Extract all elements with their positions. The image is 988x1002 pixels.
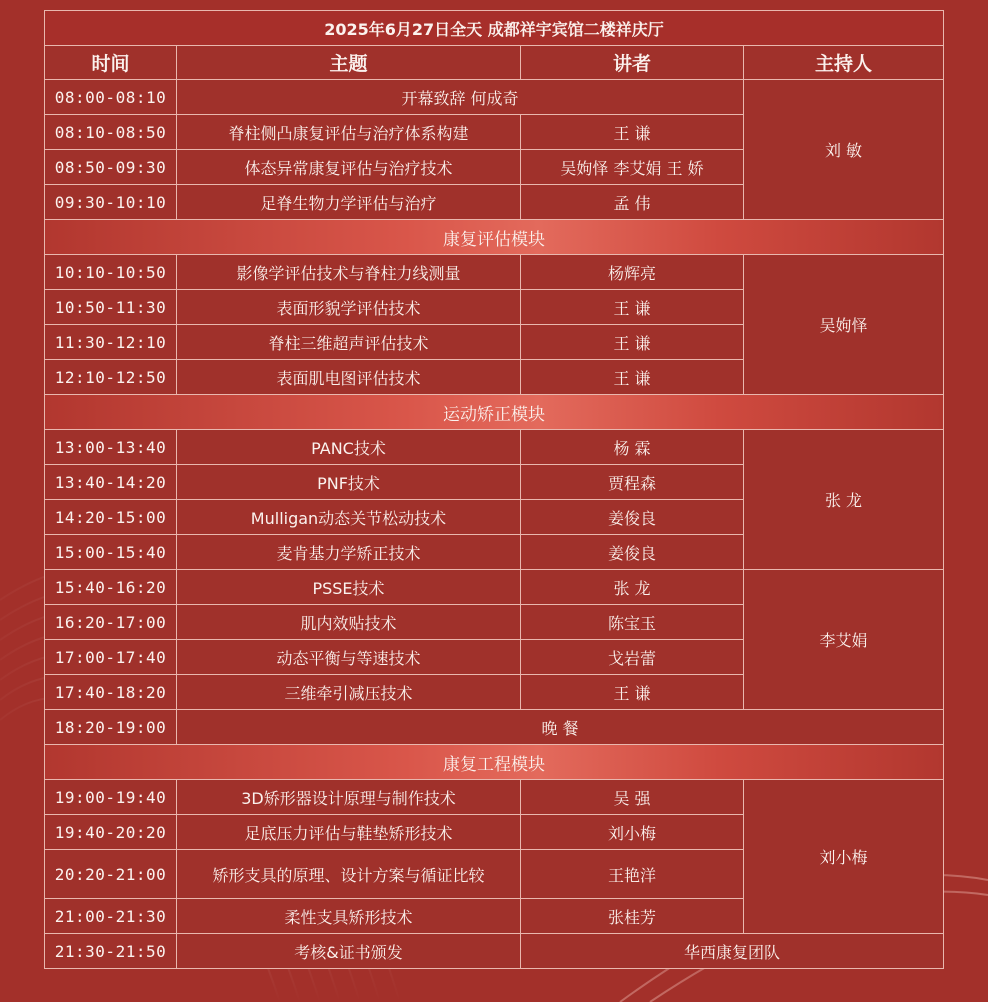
- time-cell: 10:50-11:30: [45, 290, 177, 325]
- col-header-speaker: 讲者: [521, 46, 744, 80]
- time-cell: 14:20-15:00: [45, 500, 177, 535]
- topic-cell: 三维牵引减压技术: [177, 675, 521, 710]
- time-cell: 18:20-19:00: [45, 710, 177, 745]
- time-cell: 08:10-08:50: [45, 115, 177, 150]
- topic-cell: 动态平衡与等速技术: [177, 640, 521, 675]
- module-title: 康复评估模块: [45, 220, 944, 255]
- speaker-cell: 吴 强: [521, 780, 744, 815]
- time-cell: 19:00-19:40: [45, 780, 177, 815]
- speaker-cell: 杨辉亮: [521, 255, 744, 290]
- speaker-cell: 王 谦: [521, 360, 744, 395]
- time-cell: 17:40-18:20: [45, 675, 177, 710]
- time-cell: 13:00-13:40: [45, 430, 177, 465]
- host-cell: 吴姁怿: [744, 255, 944, 395]
- time-cell: 21:30-21:50: [45, 934, 177, 969]
- table-row: [45, 80, 944, 115]
- module-title: 运动矫正模块: [45, 395, 944, 430]
- topic-cell: PANC技术: [177, 430, 521, 465]
- speaker-cell: 吴姁怿 李艾娟 王 娇: [521, 150, 744, 185]
- table-row: [45, 255, 944, 290]
- topic-cell: 开幕致辞 何成奇: [177, 80, 744, 115]
- topic-cell: 表面肌电图评估技术: [177, 360, 521, 395]
- module-row: [45, 395, 944, 430]
- title-row: [45, 11, 944, 46]
- time-cell: 20:20-21:00: [45, 850, 177, 899]
- topic-cell: PSSE技术: [177, 570, 521, 605]
- speaker-cell: 戈岩蕾: [521, 640, 744, 675]
- host-cell: 李艾娟: [744, 570, 944, 710]
- host-cell: 张 龙: [744, 430, 944, 570]
- speaker-cell: 姜俊良: [521, 500, 744, 535]
- speaker-cell: 王 谦: [521, 675, 744, 710]
- table-row: [45, 780, 944, 815]
- speaker-cell: 杨 霖: [521, 430, 744, 465]
- topic-cell: 体态异常康复评估与治疗技术: [177, 150, 521, 185]
- speaker-cell: 刘小梅: [521, 815, 744, 850]
- speaker-cell: 王 谦: [521, 115, 744, 150]
- topic-cell: 柔性支具矫形技术: [177, 899, 521, 934]
- time-cell: 09:30-10:10: [45, 185, 177, 220]
- module-row: [45, 745, 944, 780]
- event-title: 2025年6月27日全天 成都祥宇宾馆二楼祥庆厅: [45, 11, 944, 46]
- speaker-cell: 张 龙: [521, 570, 744, 605]
- topic-cell: 脊柱侧凸康复评估与治疗体系构建: [177, 115, 521, 150]
- module-title: 康复工程模块: [45, 745, 944, 780]
- table-row: [45, 570, 944, 605]
- speaker-cell: 张桂芳: [521, 899, 744, 934]
- time-cell: 08:50-09:30: [45, 150, 177, 185]
- topic-cell: 足底压力评估与鞋垫矫形技术: [177, 815, 521, 850]
- topic-cell: 足脊生物力学评估与治疗: [177, 185, 521, 220]
- time-cell: 08:00-08:10: [45, 80, 177, 115]
- topic-cell: 肌内效贴技术: [177, 605, 521, 640]
- col-header-time: 时间: [45, 46, 177, 80]
- speaker-cell: 孟 伟: [521, 185, 744, 220]
- topic-cell: 表面形貌学评估技术: [177, 290, 521, 325]
- time-cell: 11:30-12:10: [45, 325, 177, 360]
- speaker-cell: 姜俊良: [521, 535, 744, 570]
- time-cell: 17:00-17:40: [45, 640, 177, 675]
- topic-cell: 麦肯基力学矫正技术: [177, 535, 521, 570]
- topic-cell: 考核&证书颁发: [177, 934, 521, 969]
- table-row: [45, 934, 944, 969]
- table-row: [45, 710, 944, 745]
- speaker-cell: 王 谦: [521, 290, 744, 325]
- speaker-cell: 王艳洋: [521, 850, 744, 899]
- time-cell: 15:00-15:40: [45, 535, 177, 570]
- speaker-cell: 王 谦: [521, 325, 744, 360]
- topic-cell: 脊柱三维超声评估技术: [177, 325, 521, 360]
- schedule-table: [44, 10, 944, 969]
- time-cell: 15:40-16:20: [45, 570, 177, 605]
- topic-cell: 3D矫形器设计原理与制作技术: [177, 780, 521, 815]
- time-cell: 12:10-12:50: [45, 360, 177, 395]
- time-cell: 21:00-21:30: [45, 899, 177, 934]
- speaker-cell: 贾程森: [521, 465, 744, 500]
- host-cell: 刘 敏: [744, 80, 944, 220]
- time-cell: 19:40-20:20: [45, 815, 177, 850]
- module-row: [45, 220, 944, 255]
- dinner-cell: 晚 餐: [177, 710, 944, 745]
- topic-cell: Mulligan动态关节松动技术: [177, 500, 521, 535]
- table-row: [45, 430, 944, 465]
- speaker-cell: 华西康复团队: [521, 934, 944, 969]
- topic-cell: 影像学评估技术与脊柱力线测量: [177, 255, 521, 290]
- col-header-host: 主持人: [744, 46, 944, 80]
- host-cell: 刘小梅: [744, 780, 944, 934]
- time-cell: 13:40-14:20: [45, 465, 177, 500]
- time-cell: 10:10-10:50: [45, 255, 177, 290]
- col-header-topic: 主题: [177, 46, 521, 80]
- header-row: [45, 46, 944, 80]
- time-cell: 16:20-17:00: [45, 605, 177, 640]
- topic-cell: PNF技术: [177, 465, 521, 500]
- topic-cell: 矫形支具的原理、设计方案与循证比较: [177, 850, 521, 899]
- speaker-cell: 陈宝玉: [521, 605, 744, 640]
